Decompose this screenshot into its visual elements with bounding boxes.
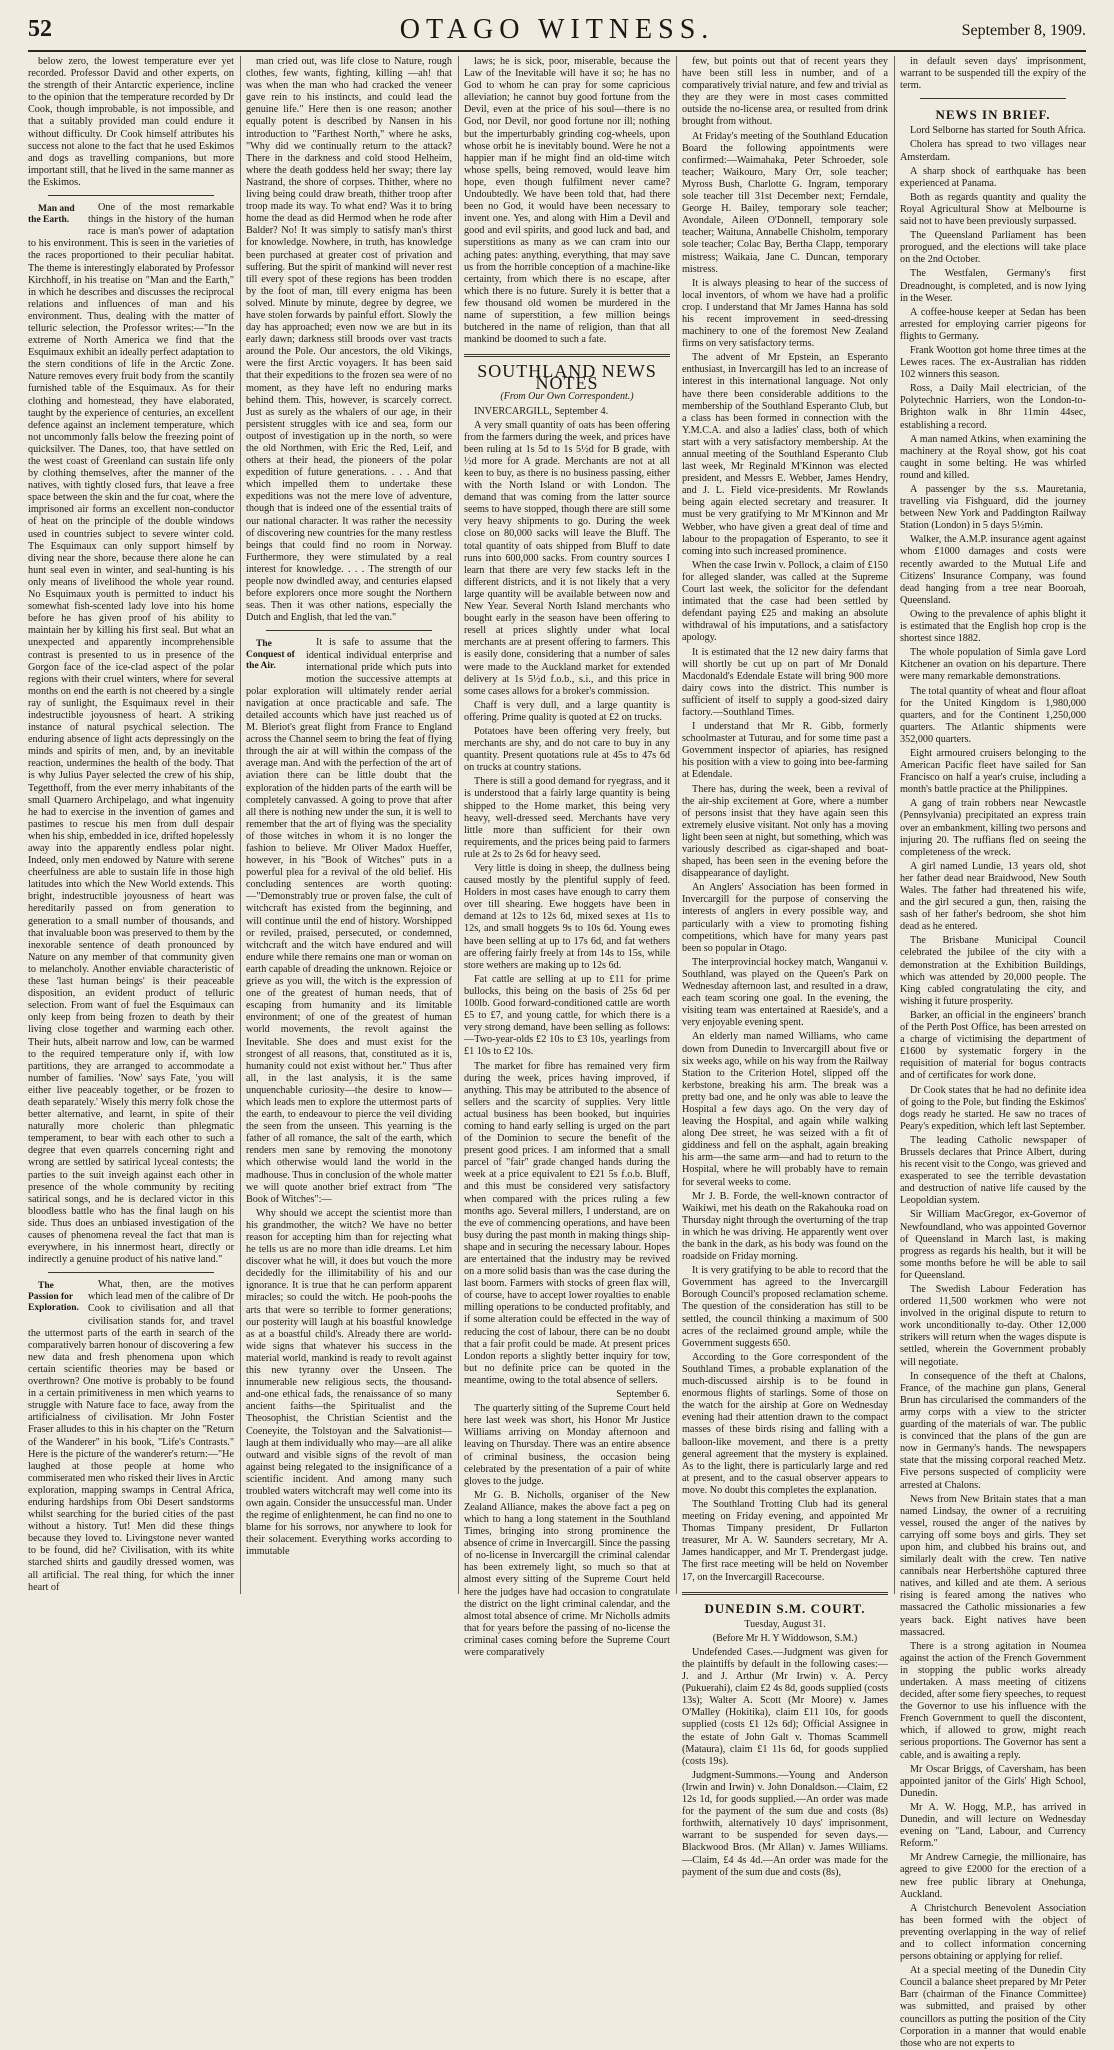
news-item: Sir William MacGregor, ex-Governor of Newfoundland, who was appointed Governor of Queensland in March last, is making progress as regards his health, but it will be some months before he will be able to sail for Queensland. — [900, 1209, 1086, 1281]
column-4 — [682, 56, 888, 1878]
news-item: Owing to the prevalence of aphis blight it is estimated that the English hop crop is the shortest since 1882. — [900, 608, 1086, 645]
article-paragraph: Undefended Cases.—Judgment was given for the plaintiffs by default in the following cases:—J. and J. Arthur (Mr Irwin) v. A. Percy (Pukuerahi), claim £2 4s 8d, goods supplied (costs 13s); Walter A. Scott (Mr Moore) v. James O'Malley (Hokitika), claim £11 10s, for goods supplied (costs £1 12s 6d); Official Assignee in the estate of John Galt v. Thomas Scammell (Mataura), claim £1 11s 6d, for goods supplied (costs 19s). — [682, 1646, 888, 1767]
news-item: A coffee-house keeper at Sedan has been arrested for employing carrier pigeons for flights to Germany. — [900, 306, 1086, 342]
news-item: Lord Selborne has started for South Africa. — [910, 125, 1086, 137]
article-paragraph: Chaff is very dull, and a large quantity is offering. Prime quality is quoted at £2 on trucks. — [464, 699, 670, 723]
divider — [48, 1272, 214, 1273]
news-item: Mr Oscar Briggs, of Caversham, has been appointed janitor of the Girls' High School, Dunedin. — [900, 1763, 1086, 1799]
divider — [266, 630, 432, 631]
divider — [464, 354, 670, 357]
article-paragraph: Mr G. B. Nicholls, organiser of the New Zealand Alliance, makes the above fact a peg on which to hang a long statement in the Southland Times, bringing into strong prominence the absence of crime in Invercargill. Since the passing of no-license in Invercargill the criminal calendar has been extremely light, so much so that at almost every sitting of the Supreme Court held here the judges have had occasion to congratulate the district on the light criminal calendar, and the almost total absence of crime. Mr Nicholls admits that for years before the passing of no-license the criminal cases coming before the Supreme Court were comparatively — [464, 1489, 670, 1658]
issue-date: September 8, 1909. — [961, 22, 1086, 39]
article-paragraph: The advent of Mr Epstein, an Esperanto enthusiast, in Invercargill has led to an increase of interest in this international language. Not only have there been considerable additions to the membership of the Southland Esperanto Club, but a class has been formed in connection with the Y.M.C.A. and also a ladies' class, both of which start with a very satisfactory membership. At the annual meeting of the Southland Esperanto Club last week, Mr Reginald M'Kinnon was elected president, and Messrs E. Webber, James Hendry, and J. L. Field vice-presidents. Mr Rowlands being again elected secretary and treasurer. It must be very gratifying to Mr M'Kinnon and Mr Webber, who have given a great deal of time and labour to the propagation of Esperanto, to see it coming into such increased prominence. — [682, 352, 888, 557]
article-paragraph: below zero, the lowest temperature ever yet recorded. Professor David and other experts, on the strength of their Antarctic experience, incline to the opinion that the temperature recorded by Dr Cook, though improbable, is not impossible, and that a suitably provided man could endure it without difficulty. Dr Cook himself attributes his success not alone to the fact that he used Eskimos and dogs as travelling companions, but more important still, that he lived in the same manner as the Eskimos. — [28, 56, 234, 188]
page-number: 52 — [28, 16, 52, 42]
news-item: A gang of train robbers near Newcastle (Pennsylvania) precipitated an express train over an embankment, killing two persons and injuring 20. The ruffians fled on seeing the completeness of the wreck. — [900, 798, 1086, 858]
article-paragraph: man cried out, was life close to Nature, rough clothes, few wants, fighting, killing —ah! that was when the man who had cracked the veneer gave rein to his instincts, and could lead the genuine life." Here then is one reason; another equally potent is described by Nansen in his introduction to "Farthest North," where he asks, "Why did we continually return to the attack? There in the darkness and cold stood Helheim, where the death goddess held her sway; there lay Nastrand, the shore of corpses. Thither, where no living being could draw breath, thither troop after troop made its way. To what end? Was it to bring home the dead as did Hermod when he rode after Balder? No! It was simply to satisfy man's thirst for knowledge. Nowhere, in truth, has knowledge been purchased at greater cost of privation and suffering. But the spirit of mankind will never rest till every spot of these regions has been trodden by the foot of man, till every enigma has been solved. Minute by minute, degree by degree, we have stolen forwards by painful effort. Slowly the day has approached; even now we are but in its early dawn; darkness still broods over vast tracts around the Pole. Our ancestors, the old Vikings, were the first Arctic voyagers. It has been said that their expeditions to the frozen sea were of no moment, as they have left no enduring marks behind them. This, however, is scarcely correct. Just as surely as the whalers of our age, in their persistent struggles with ice and sea, form our outpost of investigation up in the north, so were the old Northmen, with Eric the Red, Leif, and others at their head, the pioneers of the polar expedition of future generations. . . . And that which impelled them to undertake these expeditions was not the mere love of adventure, though that is indeed one of the essential traits of our national character. It was rather the necessity of discovering new countries for the many restless beings that could find no room in Norway. Furthermore, they were stimulated by a real interest for knowledge. . . . The strength of our people now dwindled away, and centuries elapsed before explorers once more sought the Northern seas. Then it was other nations, especially the Dutch and English, that led the van." — [246, 56, 452, 624]
news-item: The total quantity of wheat and flour afloat for the United Kingdom is 1,980,000 quarters, and for the Continent 1,250,000 quarters. The Atlantic shipments were 352,000 quarters. — [900, 685, 1086, 745]
side-heading: The Conquest of the Air. — [246, 639, 295, 672]
article-paragraph: An elderly man named Williams, who came down from Dunedin to Invercargill about five or six weeks ago, while on his way from the Railway Station to the Criterion Hotel, slipped off the kerbstone, breaking his arm. The break was a pretty bad one, and he only was able to leave the Hospital a few days ago. On the very day of leaving the Hospital, and again while walking along Dee street, he was seized with a fit of giddiness and fell on the asphalt, again breaking his arm—the same arm—and had to return to the Hospital, where he will probably have to remain for several weeks to come. — [682, 1031, 888, 1188]
article-paragraph: A very small quantity of oats has been offering from the farmers during the week, and prices have been ruling at 1s 5d to 1s 5½d for B grade, with ½d more for A grade. Merchants are not at all keen to buy, as there is no business passing, either with the North Island or with London. The demand that was coming from the latter source seems to have stopped, though there are still some very heavy shipments to go. During the week close on 80,000 sacks will leave the Bluff. The total quantity of oats shipped from Bluff to date runs into 600,000 sacks. From country sources I learn that there are very few stacks left in the different districts, and it is not likely that a very large quantity will be available between now and New Year. Several North Island merchants who bought early in the season have been offering to resell at prices slightly under what local merchants are at present offering to farmers. This is easily done, considering that a number of sales were made to the Auckland market for extended delivery at 1s 5½d f.o.b., s.i., and this price in some cases allows for a broker's commission. — [464, 419, 670, 697]
article-paragraph: The Conquest of the Air. It is safe to assume that the identical individual enterprise and international pride which puts into motion the successive attempts at polar exploration will ultimately render aerial navigation at once practicable and safe. The detailed accounts which have just reached us of M. Bleriot's great flight from France to England across the Channel seem to bring the feat of flying through the air at will within the compass of the average man. And with the perfection of the art of aviation there can be little doubt that the exploration of the hidden parts of the earth will be completely canvassed. A going to prove that after all there is nothing new under the sun, it is well to remember that the art of flying was the speciality of those witches in whom it is no longer the fashion to believe. Mr Oliver Madox Hueffer, however, in his "Book of Witches" puts in a powerful plea for a revival of the old belief. His concluding sentences are worth quoting:—"Demonstrably true or proven false, the cult of witchcraft has existed from the beginning, and will continue until the end of history. Worshipped or reviled, praised, persecuted, or condemned, witchcraft and the witch have endured and will endure while there remains one man or woman on earth capable of dreading the unknown. Rejoice or grieve as you will, the witch is the expression of one of the greatest of human needs, that of escaping from humanity and its limitable environment; of one of the greatest of human world movements, the revolt against the Inevitable. She does and must exist for the strongest of all reasons, that, constituted as it is, humanity could not exist without her." Thus after all, in the last analysis, it is the same unquenchable curiosity—the desire to know—which leads men to explore the uttermost parts of the earth, to endeavour to pierce the veil dividing the seen from the unseen. This yearning is the father of all romance, the salt of the earth, which renders men sane by removing the monotony which otherwise would land the world in the madhouse. Thus in conclusion of the whole matter we will quote another brief extract from "The Book of Witches":— — [246, 637, 452, 1205]
news-item: A sharp shock of earthquake has been experienced at Panama. — [900, 165, 1086, 189]
article-paragraph: Very little is doing in sheep, the dullness being caused mostly by the plentiful supply of feed. Holders in most cases have enough to carry them over till shearing. Ewe hoggets have been in demand at 12s to 12s 6d, mixed sexes at 11s to 12s, and small hoggets 9s to 10s 6d. Young ewes have been selling at up to 17s 6d, and fat wethers are offering fairly freely at from 14s to 15s, while store wethers are making up to 12s 6d. — [464, 863, 670, 971]
news-item: Cholera has spread to two villages near Amsterdam. — [900, 139, 1086, 163]
news-item: The Queensland Parliament has been prorogued, and the elections will take place on the 2nd October. — [900, 230, 1086, 266]
article-paragraph: The quarterly sitting of the Supreme Court held here last week was short, his Honor Mr Justice Williams arriving on Monday afternoon and leaving on Thursday. There was an entire absence of criminal business, the occasion being celebrated by the presentation of a pair of white gloves to the judge. — [464, 1403, 670, 1487]
news-item: Walker, the A.M.P. insurance agent against whom £1000 damages and costs were recently awarded to the Mutual Life and Citizens' Insurance Company, was found dead hanging from a tree near Booroah, Queensland. — [900, 534, 1086, 606]
news-item: Mr A. W. Hogg, M.P., has arrived in Dunedin, and will lecture on Wednesday evening on "Land, Labour, and Currency Reform." — [900, 1801, 1086, 1850]
news-item: The Westfalen, Germany's first Dreadnought, is completed, and is now lying in the Weser. — [900, 268, 1086, 304]
divider — [920, 98, 1066, 99]
article-paragraph: Fat cattle are selling at up to £11 for prime bullocks, this being on the basis of 25s 6d per 100lb. Good forward-conditioned cattle are worth £5 to £7, and young cattle, for which there is a very strong demand, have been selling as follows:—Two-year-olds £2 10s to £3 10s, yearlings from £1 10s to £2 10s. — [464, 973, 670, 1058]
article-paragraph: It is always pleasing to hear of the success of local inventors, of whom we have had a prolific crop. I understand that Mr James Hanna has sold his recent improvement in seed-dressing machinery to one of the foremost New Zealand firms on very satisfactory terms. — [682, 277, 888, 350]
article-paragraph: The market for fibre has remained very firm during the week, prices having improved, if anything. This may be attributed to the absence of sellers and the scarcity of supplies. Very little actual business has been booked, but inquiries coming to hand early selling is urged on the part of the Dominion to secure the benefit of the present good prices. I am informed that a small parcel of "fair" grade changed hands during the week at a price equivalent to £21 5s f.o.b. Bluff, and this must be considered very satisfactory when compared with the prices ruling a few months ago. Several millers, I understand, are on the eve of commencing operations, and have been busy during the past month in making things ship-shape and in securing the necessary labour. Hopes are entertained that the industry may be revived on a more solid basis than was the case during the last boom. Farmers with stocks of green flax will, of course, have to accept lower royalties to enable milling operations to be conducted profitably, and if some alteration could be effected in the way of reducing the cost of labour, there can be no doubt that a fair profit could be made. At present prices London reports a slightly better inquiry for tow, but no definite price can be quoted in the meantime, owing to the total absence of sellers. — [464, 1060, 670, 1386]
article-paragraph: Judgment-Summons.—Young and Anderson (Irwin and Irwin) v. John Donaldson.—Claim, £2 12s 1d, for goods supplied.—An order was made for the payment of the sum due and costs (8s) forthwith, alternatively 10 days' imprisonment, warrant to be suspended for seven days.—Blackwood Bros. (Mr Allan) v. James Williams.—Claim, £4 4s 4d.—An order was made for the payment of the sum due and costs (8s), — [682, 1769, 888, 1878]
article-paragraph: Mr J. B. Forde, the well-known contractor of Waikiwi, met his death on the Rakahouka road on Thursday night through the overturning of the trap in which he was driving. He apparently went over the bank in the dark, as his body was found on the roadside on Friday morning. — [682, 1190, 888, 1263]
news-item: Both as regards quantity and quality the Royal Agricultural Show at Melbourne is said not to have been previously surpassed. — [900, 191, 1086, 228]
masthead: OTAGO WITNESS. — [399, 14, 715, 45]
columns — [28, 56, 1086, 2049]
article-paragraph: I understand that Mr R. Gibb, formerly schoolmaster at Tuturau, and for some time past a Government inspector of apiaries, has resigned his position with a view to going into bee-farming at Edendale. — [682, 721, 888, 781]
side-heading: The Passion for Exploration. — [28, 1281, 79, 1314]
news-item: Barker, an official in the engineers' branch of the Perth Post Office, has been arrested on a charge of victimising the department of £1600 by systematic forgery in the requisition of material for bogus contracts and of certificates for work done. — [900, 1009, 1086, 1082]
article-paragraph: Why should we accept the scientist more than his grandmother, the witch? We have no better reason for accepting him than for rejecting what he tells us are no more than idle dreams. Let him discover what he will, it does but vouch the more decidedly for the illimitability of his and our ignorance. It is true that he can perform apparent miracles; so could the witch. He pooh-poohs the arts that were so terrible to former generations; our posterity will laugh at his boastful knowledge as at a boastful child's. Already there are world-wide signs that whatever his success in the material world, mankind is ready to revolt against this new tyranny over the Unseen. The innumerable new religious sects, the thousand-and-one ethical fads, the renaissance of so many ancient faiths—the Spiritualist and the Theosophist, the Christian Scientist and the Coeneyite, the Tolstoyan and the Salvationist—laugh at them individually who may—are all alike outward and visible signs of the revolt of man against being relegated to the insignificance of a scientific incident. And among many such troubled waters witchcraft may well come into its own again. Consider the unsuccessful man. Under the regime of enlightenment, he can find no one to blame for his sorrows, nor anywhere to look for their solacement. Everything works according to immutable — [246, 1207, 452, 1558]
news-item: The Swedish Labour Federation has ordered 11,500 workmen who were not involved in the original dispute to return to work unconditionally to-day. Other 12,000 strikers will return when the wages dispute is settled, wherein the Government probably will negotiate. — [900, 1284, 1086, 1368]
article-paragraph: An Anglers' Association has been formed in Invercargill for the purpose of conserving the interests of anglers in every possible way, and particularly with a view to promoting fishing competitions, which have for many years past been so popular in Otago. — [682, 882, 888, 954]
news-item: Frank Wootton got home three times at the Lewes races. The ex-Australian has ridden 102 winners this season. — [900, 344, 1086, 381]
article-paragraph: There is still a good demand for ryegrass, and it is understood that a fairly large quantity is being shipped to the Home market, this being very heavy, well-dressed seed. Merchants have very little more than sufficient for their own requirements, and the prices being paid to farmers rule at 2s to 2s 6d for heavy seed. — [464, 776, 670, 860]
column-rule — [458, 56, 459, 1594]
news-item: Mr Andrew Carnegie, the millionaire, has agreed to give £2000 for the erection of a new free public library at Onehunga, Auckland. — [900, 1852, 1086, 1900]
article-paragraph: laws; he is sick, poor, miserable, because the Law of the Inevitable will have it so; he has no God to whom he can pray for some capricious alleviation; he cannot buy good fortune from the Devil, even at the price of his soul—there is no God, nor Devil, nor good fortune nor ill; nothing but the imperturbably grinding cog-wheels, upon whose orbit he is inevitably bound. Were he not a happier man if he might find an old-time witch whose spells, being removed, would leave him hope, even though fulfilment never came? Undoubtedly. We have been told that, had there been no God, it would have been necessary to invent one. Yes, and along with Him a Devil and good and evil spirits, and good luck and bad, and superstitions as many as we can cram into our aching pates: anything, everything, that may save us from the horrible conception of a machine-like certainty, from which there is no escape, after which there is no future. Surely it is better that a few thousand old women be murdered in the name of superstition, a few million beings butchered in the name of religion, than that all mankind be doomed to such a fate. — [464, 56, 670, 346]
news-item: Eight armoured cruisers belonging to the American Pacific fleet have sailed for San Francisco on half a year's cruise, including a month's battle practice at the Philippines. — [900, 747, 1086, 796]
section-byline: (From Our Own Correspondent.) — [500, 391, 634, 403]
article-paragraph: At Friday's meeting of the Southland Education Board the following appointments were confirmed:—Waimahaka, Peter Schroeder, sole teacher; Waikouro, Mary Orr, sole teacher; Myross Bush, Charlotte G. Ingram, temporary sole teacher till 31st December next; Ferndale, George H. Bailey, temporary sole teacher; Avondale, Aileen O'Donnell, temporary sole teacher; Waituna, Annabelle Chisholm, temporary sole teacher; Colac Bay, Bertha Clapp, temporary mistress; Waikaia, Jane C. Duncan, temporary mistress. — [682, 130, 888, 275]
column-5 — [900, 56, 1086, 2049]
article-paragraph: in default seven days' imprisonment, warrant to be suspended till the expiry of the term. — [900, 56, 1086, 92]
article-paragraph: It is very gratifying to be able to record that the Government has agreed to the Invercargill Borough Council's proposed reclamation scheme. The question of the consideration has still to be settled, the council thinking a maximum of 500 acres of the reclaimed ground ample, while the Government suggests 650. — [682, 1265, 888, 1349]
article-paragraph: The Passion for Exploration. What, then, are the motives which lead men of the calibre of Dr Cook to civilisation and all that civilisation stands for, and travel the uttermost parts of the earth in search of the comparatively barren honour of discovering a few new data and fresh phenomena upon which certain scientific theories may be based or overthrown? One motive is probably to be found in a certain primitiveness in men which yearns to struggle with Nature face to face, away from the artificialness of civilisation. Mr John Foster Fraser alludes to this in his chapter on the "Return of the Wanderer" in his book, "Life's Contrasts." Here is the picture of the wanderer's return:—"He laughed at those people at home who commiserated men who risked their lives in Arctic exploration, mapping swamps in Central Africa, enduring hardships from Obi Desert sandstorms whilst searching for the buried cities of the past without a history. Tut! Men did these things because they loved to. Livingstone never wanted to be found, did he? Civilisation, with its white starched shirts and gaudily dressed women, was all artificial. The real thing, for which the inner heart of — [28, 1279, 234, 1593]
article-paragraph: When the case Irwin v. Pollock, a claim of £150 for alleged slander, was called at the Supreme Court last week, the solicitor for the defendant intimated that the case had been settled by defendant paying £25 and making an absolute withdrawal of his imputations, and a satisfactory apology. — [682, 559, 888, 644]
divider — [48, 195, 214, 196]
news-item: News from New Britain states that a man named Lindsay, the owner of a recruiting vessel, roused the anger of the natives by carrying off some boys and girls. They set upon him, and clubbed his brains out, and similarly dealt with the crew. Ten native cannibals near Herbertshöhe captured three natives, and killed and ate them. A serious rising is feared among the natives who massacred the Catholic missionaries a few years back. Eight natives have been massacred. — [900, 1493, 1086, 1638]
article-paragraph: Man and the Earth. One of the most remarkable things in the history of the human race is man's power of adaptation to his environment. This is seen in the varieties of the races proportioned to their peculiar habitat. The theme is interestingly elaborated by Professor Kirchhoff, in his treatise on "Man and the Earth," in which he describes and discusses the reciprocal relations and influences of man and his environment. Thus, dealing with the matter of telluric selection, the Professor writes:—"In the extreme of North America we find that the Esquimaux exhibit an ideally perfect adaptation to the stern conditions of life in the Arctic Zone. Nature removes every fruit body from the scantily furnished table of the Esquimaux. As for their clothing and homestead, they have elaborated, taught by the experience of centuries, an excellent defence against an inclement temperature, which not uncommonly falls below the freezing point of quicksilver. The Danes, too, that have settled on the west coast of Greenland can sustain life only by clothing themselves, after the manner of the natives, with tightly closed furs, that leave a free space between the skin and the fur coat, where the imprisoned air forms an excellent non-conductor of heat on the principle of the double windows used in countries subject to severe winter cold. The Esquimaux can only support himself by diving near the shore, because there alone he can hunt seal even in winter, and seal-hunting is his only means of livelihood the whole year round. No Esquimaux youth is permitted to induct his somewhat fish-scented lady love into his home before he has given proof of his ability to maintain her by killing his first seal. But what an unexpected and apparently incomprehensible contrast is presented to us in presence of the Gorgon face of the ice-clad aspect of the polar regions with their cruel winters, where for several months on end the earth is not cheered by a single ray of sunlight, the Esquimaux revel in their indestructible joyousness of heart. A striking instance of natural psychical selection. The enduring absence of light acts depressingly on the minds and spirits of men, and, by an inevitable reaction, undermines the health of the body. That is why Julius Payer selected the crew of his ship, Tegetthoff, from the ever merry inhabitants of the small Quarnero Archipelago, and what ingenuity he had to exercise in the invention of games and pastimes to rescue his men from dull despair when his ship, embedded in ice, drifted hopelessly away into the apparently endless polar night. Indeed, only men endowed by Nature with serene cheerfulness are able to sustain life in those high latitudes into which the New World extends. This bright, indestructible joyousness of heart was hereditarily passed on from generation to generation to a small number of thousands, and that invaluable boon was preserved to them by the inexorable sentence of death pronounced by Nature on any member of that community given to melancholy. Another enviable characteristic of these 'last human beings' is their peaceable disposition, an evident product of telluric selection. From want of fuel the Esquimaux can only keep from being frozen to death by their living close together and warming each other. Their huts, albeit narrow and low, can be warmed to the required temperature only if, with low partitions, they are arranged to accommodate a number of families. 'Now' says Fate, 'you will either live peaceably together, or be frozen to death separately.' Wisely this merry folk chose the better alternative, and learnt, in spite of their naturally more choleric than phlegmatic temperament, to bear with each other to such a degree that even quarrels concerning right and wrong are settled by satirical lyceal contests; the parties to the suit inveigh against each other in presence of the whole community by reciting satirical songs, and he is declared victor in this bloodless battle who has the final laugh on his side. Thus does an unbiased investigation of the causes of phenomena reveal the fact that man is everywhere, in his innermost heart, directly or indirectly a genuine product of his native land." — [28, 202, 234, 1266]
news-item: The leading Catholic newspaper of Brussels declares that Prince Albert, during his recent visit to the Congo, was grieved and exasperated to see the terrible devastation and destruction of native life caused by the Leopoldian system. — [900, 1134, 1086, 1207]
dateline: September 6. — [616, 1389, 670, 1401]
news-list — [900, 125, 1086, 2049]
side-heading: Man and the Earth. — [28, 204, 75, 226]
news-item: Ross, a Daily Mail electrician, of the Polytechnic Harriers, won the London-to-Brighton walk in 8hr 11min 44sec, establishing a record. — [900, 383, 1086, 431]
news-item: The Brisbane Municipal Council celebrated the jubilee of the city with a demonstration at the Exhibition Buildings, which was attended by 20,000 people. The King cabled congratulating the city, and wishing it future prosperity. — [900, 935, 1086, 1007]
divider — [682, 1592, 888, 1595]
article-paragraph: According to the Gore correspondent of the Southland Times, a probable explanation of the much-discussed airship is to be found in enormous flights of starlings. Some of those on the watch for the airship at Gore on Wednesday evening had their attention drawn to the compact masses of these birds rising and falling with a balloon-like movement, and there is a pretty general agreement that the mystery is explained. As to the light, there is particularly large and red at present, and to the casual observer appears to move. No doubt this completes the explanation. — [682, 1351, 888, 1496]
section-title: SOUTHLAND NEWS NOTES — [477, 361, 657, 394]
news-in-brief-title: NEWS IN BRIEF. — [935, 107, 1051, 123]
column-1 — [28, 56, 234, 1594]
news-item: A man named Atkins, when examining the machinery at the Royal show, got his coat caught in some belting. He was whirled round and killed. — [900, 433, 1086, 481]
court-date: Tuesday, August 31. — [744, 1618, 826, 1630]
column-3 — [464, 56, 670, 1658]
news-item: A Christchurch Benevolent Association has been formed with the object of preventing overlapping in the way of relief and to collect information concerning persons obtaining or applying for relief. — [900, 1902, 1086, 1963]
article-paragraph: few, but points out that of recent years they have been still less in number, and of a comparatively trivial nature, and few and trivial as they are they were in most cases committed outside the no-license area, or resulted from drink brought from without. — [682, 56, 888, 128]
article-paragraph: Potatoes have been offering very freely, but merchants are shy, and do not care to buy in any quantity. Present quotations rule at 45s to 47s 6d on trucks at country stations. — [464, 725, 670, 774]
page-header — [28, 10, 1086, 52]
court-before: (Before Mr H. Y Widdowson, S.M.) — [712, 1632, 858, 1644]
column-2 — [246, 56, 452, 1594]
news-item: In consequence of the theft at Chalons, France, of the machine gun plans, General Brun has circularised the commanders of the army corps with a view to the stricter guarding of the materials of war. The public is convinced that the plans of the gun are now in Germany's hands. The newspapers state that the missing corporal reached Metz. Five persons suspected of complicity were arrested at Chalons. — [900, 1370, 1086, 1491]
dateline: INVERCARGILL, September 4. — [474, 405, 609, 417]
news-item: There is a strong agitation in Noumea against the action of the French Government in stopping the public works already undertaken. A mass meeting of citizens decided, after some fiery speeches, to request the Governor to use his influence with the French Government to quell the discontent, which, if allowed to grow, might reach serious proportions. The Governor has sent a cable, and is awaiting a reply. — [900, 1640, 1086, 1761]
news-item: A passenger by the s.s. Mauretania, travelling via Fishguard, did the journey between New York and Paddington Railway Station (London) in 5 days 5½min. — [900, 484, 1086, 532]
news-item: At a special meeting of the Dunedin City Council a balance sheet prepared by Mr Peter Barr (chairman of the Finance Committee) was submitted, and praised by other councillors as putting the position of the City Corporation in a manner that would enable those who are not experts to — [900, 1965, 1086, 2049]
news-item: The whole population of Simla gave Lord Kitchener an ovation on his departure. There were many remarkable demonstrations. — [900, 647, 1086, 683]
article-paragraph: The Southland Trotting Club had its general meeting on Friday evening, and appointed Mr Thomas Timpany president, Dr Fullarton treasurer, Mr A. W. Saunders secretary, Mr A. James handicapper, and Mr T. Prendergast judge. The first race meeting will be held on November 17, on the Invercargill Racecourse. — [682, 1498, 888, 1583]
column-rule — [240, 56, 241, 1594]
article-paragraph: It is estimated that the 12 new dairy farms that will shortly be cut up on part of Mr Donald Macdonald's Edendale Estate will bring 900 more dairy cows into the district. This number is sufficient of itself to supply a good-sized dairy factory.—Southland Times. — [682, 646, 888, 718]
column-rule — [894, 56, 895, 1594]
news-item: A girl named Lundie, 13 years old, shot her father dead near Braidwood, New South Wales. The father had threatened his wife, and the girl secured a gun, then, raising the sash of her father's bedroom, she shot him dead as he entered. — [900, 860, 1086, 933]
article-paragraph: There has, during the week, been a revival of the air-ship excitement at Gore, where a number of persons insist that they have again seen this extremely elusive visitant. Not only has a moving light been seen at night, but something, which was variously described as cigar-shaped and boat-shaped, has been seen in the evening before the disappearance of daylight. — [682, 783, 888, 880]
news-item: Dr Cook states that he had no definite idea of going to the Pole, but finding the Eskimos' dogs ready he started. He saw no traces of Peary's expedition, which left last September. — [900, 1084, 1086, 1132]
court-title: DUNEDIN S.M. COURT. — [704, 1600, 866, 1616]
column-rule — [676, 56, 677, 1594]
article-paragraph: The interprovincial hockey match, Wanganui v. Southland, was played on the Queen's Park on Wednesday afternoon last, and resulted in a draw, each team scoring one goal. In the evening, the visiting team was entertained at Raeside's, and a very enjoyable evening spent. — [682, 956, 888, 1029]
